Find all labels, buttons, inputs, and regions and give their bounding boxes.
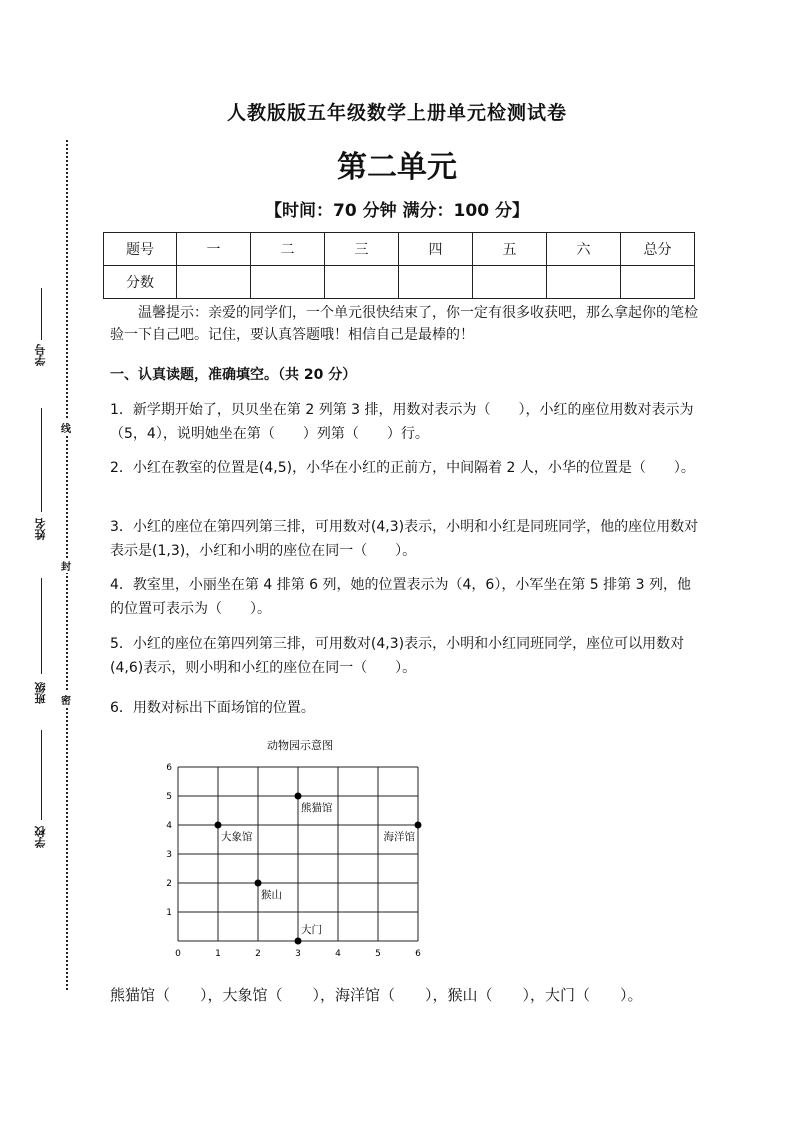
location-label: 海洋馆 [383,831,415,843]
location-point [255,880,262,887]
score-cell[interactable] [621,266,695,299]
location-label: 熊猫馆 [301,802,333,814]
question-3: 3．小红的座位在第四列第三排，可用数对(4,3)表示，小明和小红是同班同学，他的座位用数对表示是(1,3)，小红和小明的座位在同一（ ）。 [110,519,699,559]
x-tick-label: 4 [335,949,341,959]
question-6-answer-line: 熊猫馆（ ），大象馆（ ），海洋馆（ ），猴山（ ），大门（ ）。 [110,986,643,1004]
score-header-cell: 三 [325,233,399,266]
location-label: 大门 [301,924,322,936]
x-tick-label: 2 [255,949,261,959]
question-6: 6．用数对标出下面场馆的位置。 [110,700,315,716]
y-tick-label: 2 [166,879,172,889]
name-label: 姓名 [34,518,47,540]
x-tick-label: 6 [415,949,421,959]
score-table [103,232,695,299]
location-point [295,793,302,800]
question-5: 5．小红的座位在第四列第三排，可用数对(4,3)表示，小明和小红同班同学，座位可以用数对(4,6)表示，则小明和小红的座位在同一（ ）。 [110,636,685,676]
score-cell[interactable] [177,266,251,299]
question-4: 4．教室里，小丽坐在第 4 排第 6 列，她的位置表示为（4，6），小军坐在第 5 排第 3 列，他的位置可表示为（ ）。 [110,577,691,617]
section-1-title: 一、认真读题，准确填空。（共 20 分） [110,367,357,383]
score-header-cell: 五 [473,233,547,266]
score-row-label: 分数 [104,266,177,299]
seal-mark-line: 线 [61,420,71,435]
seal-mark-seal: 封 [61,558,71,573]
score-table-score-row [104,266,695,299]
zoo-map-chart [150,733,440,968]
chart-title: 动物园示意图 [267,739,333,752]
y-tick-label: 6 [166,763,172,773]
y-tick-label: 5 [166,792,172,802]
question-2: 2．小红在教室的位置是(4,5)，小华在小红的正前方，中间隔着 2 人，小华的位置是（ ）。 [110,460,695,476]
score-header-cell: 题号 [104,233,177,266]
x-tick-label: 1 [215,949,221,959]
score-cell[interactable] [547,266,621,299]
name-line [41,408,42,512]
class-label: 班级 [34,682,47,704]
location-label: 猴山 [261,889,282,901]
score-header-cell: 总分 [621,233,695,266]
zoo-map-svg [150,733,440,968]
class-line [41,578,42,674]
question-1: 1．新学期开始了，贝贝坐在第 2 列第 3 排，用数对表示为（ ），小红的座位用数对表示为（5，4），说明她坐在第（ ）列第（ ）行。 [110,402,694,442]
y-tick-label: 3 [166,850,172,860]
score-cell[interactable] [399,266,473,299]
y-tick-label: 4 [166,821,172,831]
score-cell[interactable] [251,266,325,299]
x-tick-label: 5 [375,949,381,959]
location-point [415,822,422,829]
location-point [295,938,302,945]
location-label: 大象馆 [221,831,253,843]
score-cell[interactable] [473,266,547,299]
y-tick-label: 1 [166,908,172,918]
seal-mark-tight: 密 [61,692,71,707]
score-cell[interactable] [325,266,399,299]
score-header-cell: 二 [251,233,325,266]
score-header-cell: 四 [399,233,473,266]
document-title: 人教版版五年级数学上册单元检测试卷 [226,102,567,124]
warm-tip: 温馨提示：亲爱的同学们，一个单元很快结束了，你一定有很多收获吧，那么拿起你的笔检验一下自己吧。记住，要认真答题哦！相信自己是最棒的！ [110,305,698,343]
score-header-cell: 一 [177,233,251,266]
x-tick-label: 3 [295,949,301,959]
location-point [215,822,222,829]
score-header-cell: 六 [547,233,621,266]
time-score-info: 【时间：70 分钟 满分：100 分】 [265,201,529,221]
school-label: 学校 [34,826,47,848]
student-id-label: 学号 [34,344,47,366]
x-tick-label: 0 [175,949,181,959]
school-line [41,730,42,820]
unit-title: 第二单元 [337,150,457,185]
student-id-line [41,288,42,340]
score-table-header-row [104,233,695,266]
